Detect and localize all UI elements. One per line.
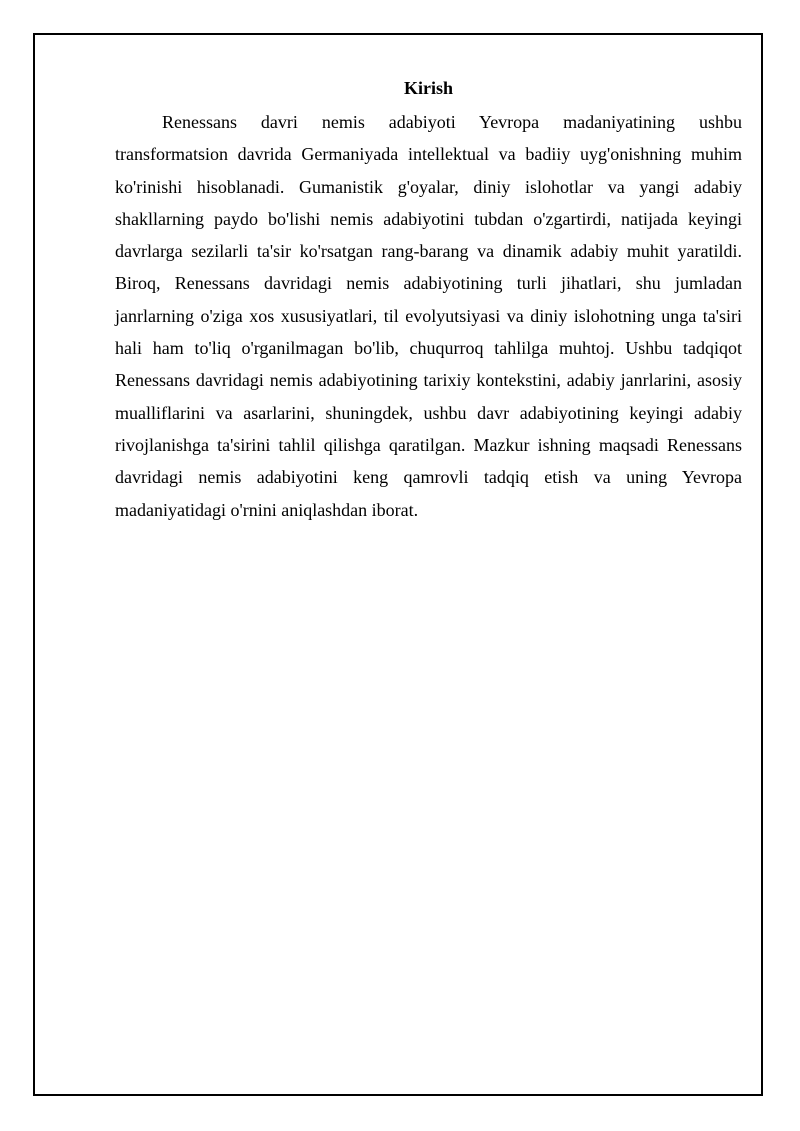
section-heading: Kirish	[403, 78, 453, 98]
intro-paragraph: Renessans davri nemis adabiyoti Yevropa madaniyatining ushbu transformatsion davrida Germaniyada intellektual va badiiy uyg'onishning muhim ko'rinishi hisoblanadi. Gumanistik g'oyalar, diniy islohotlar va yangi adabiy shakllarning paydo bo'lishi nemis adabiyotini tubdan o'zgartirdi, natijada keyingi davrlarga sezilarli ta'sir ko'rsatgan rang-barang va dinamik adabiy muhit yaratildi. Biroq, Renessans davridagi nemis adabiyotining turli jihatlari, shu jumladan janrlarning o'ziga xos xususiyatlari, til evolyutsiyasi va diniy islohotning unga ta'siri hali ham to'liq o'rganilmagan bo'lib, chuqurroq tahlilga muhtoj. Ushbu tadqiqot Renessans davridagi nemis adabiyotining tarixiy kontekstini, adabiy janrlarini, asosiy mualliflarini va asarlarini, shuningdek, ushbu davr adabiyotining keyingi adabiy rivojlanishga ta'sirini tahlil qilishga qaratilgan. Mazkur ishning maqsadi Renessans davridagi nemis adabiyotini keng qamrovli tadqiq etish va uning Yevropa madaniyatidagi o'rnini aniqlashdan iborat.	[115, 112, 742, 520]
document-body	[115, 74, 742, 526]
